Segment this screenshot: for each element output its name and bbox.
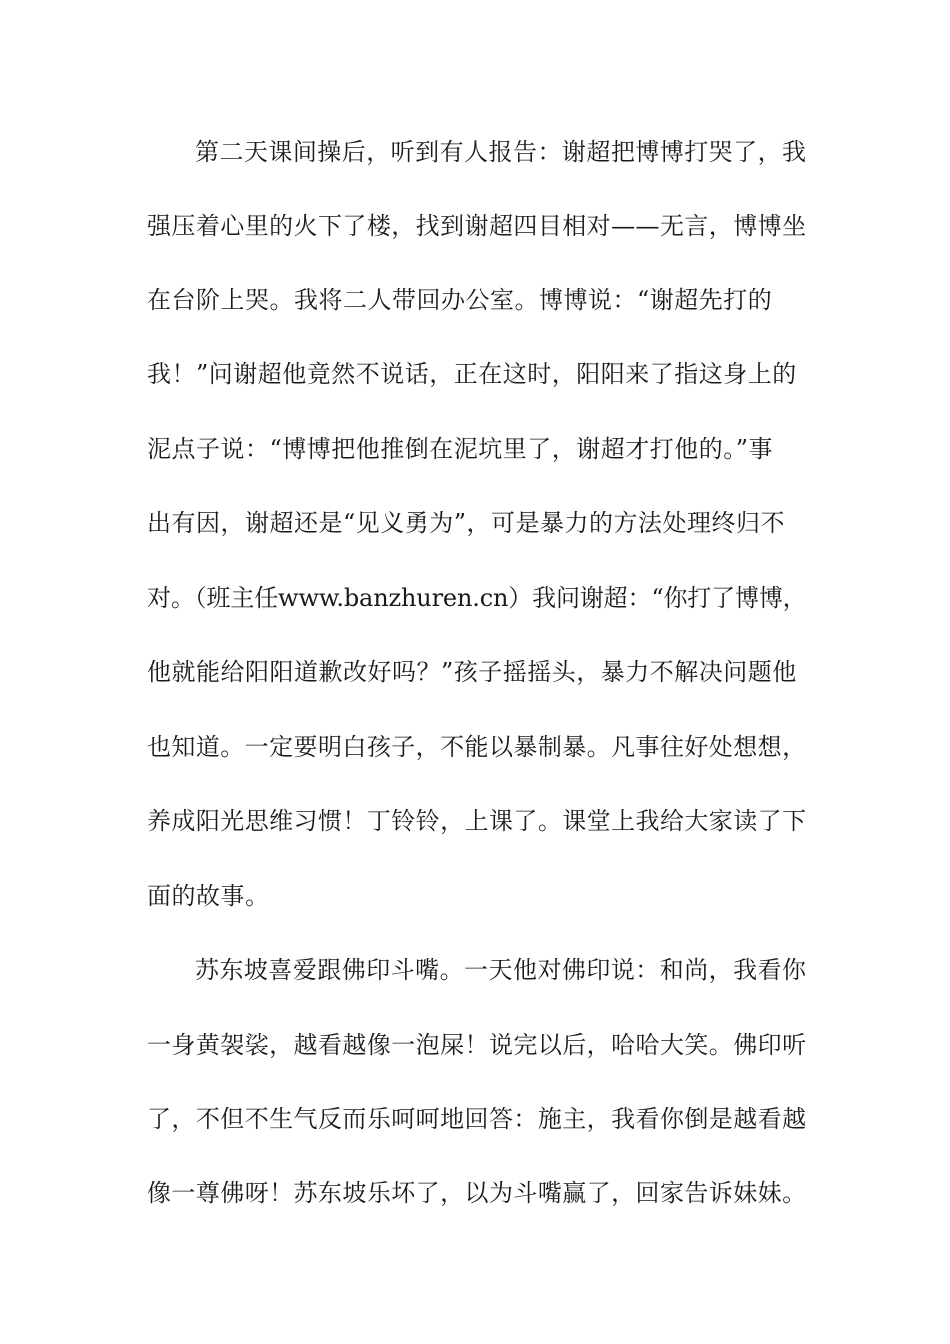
paragraph-1-line-10: 养成阳光思维习惯！丁铃铃，上课了。课堂上我给大家读了下 — [147, 807, 807, 835]
paragraph-1-line-1: 第二天课间操后，听到有人报告：谢超把博博打哭了，我 — [195, 138, 807, 166]
paragraph-2-line-3: 了，不但不生气反而乐呵呵地回答：施主，我看你倒是越看越 — [147, 1105, 807, 1133]
paragraph-1-line-4: 我！”问谢超他竟然不说话，正在这时，阳阳来了指这身上的 — [147, 360, 797, 388]
paragraph-1-line-8: 他就能给阳阳道歉改好吗？”孩子摇摇头，暴力不解决问题他 — [147, 658, 797, 686]
paragraph-1-line-3: 在台阶上哭。我将二人带回办公室。博博说：“谢超先打的 — [147, 286, 773, 314]
paragraph-1-line-9: 也知道。一定要明白孩子，不能以暴制暴。凡事往好处想想， — [147, 733, 807, 761]
paragraph-2-line-4: 像一尊佛呀！苏东坡乐坏了，以为斗嘴赢了，回家告诉妹妹。 — [147, 1179, 807, 1207]
paragraph-1-line-5: 泥点子说：“博博把他推倒在泥坑里了，谢超才打他的。”事 — [147, 435, 774, 463]
paragraph-1-line-11: 面的故事。 — [147, 882, 270, 910]
paragraph-2-line-1: 苏东坡喜爱跟佛印斗嘴。一天他对佛印说：和尚，我看你 — [195, 956, 807, 984]
paragraph-1-line-2: 强压着心里的火下了楼，找到谢超四目相对——无言，博博坐 — [147, 212, 807, 240]
paragraph-1-line-6: 出有因，谢超还是“见义勇为”，可是暴力的方法处理终归不 — [147, 509, 786, 537]
paragraph-2-line-2: 一身黄袈裟，越看越像一泡屎！说完以后，哈哈大笑。佛印听 — [147, 1031, 807, 1059]
paragraph-1-line-7: 对。（班主任www.banzhuren.cn）我问谢超：“你打了博博， — [147, 584, 807, 612]
